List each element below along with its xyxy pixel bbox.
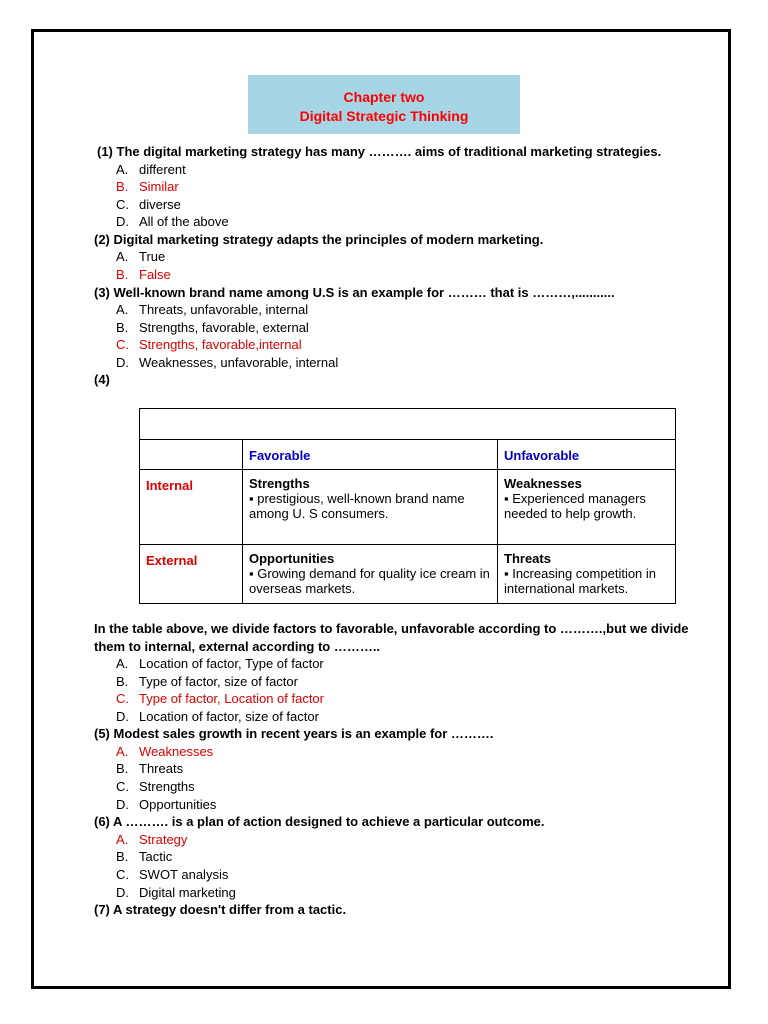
option-text: Strategy [139, 831, 188, 847]
questions-top [94, 143, 694, 389]
table-row [140, 409, 676, 440]
option-text: Weaknesses [139, 743, 214, 759]
answer-option [94, 161, 694, 179]
option-text: different [139, 161, 186, 177]
option-text: SWOT analysis [139, 866, 229, 882]
option-text: Weaknesses, unfavorable, internal [139, 354, 339, 370]
chapter-subtitle: Digital Strategic Thinking [299, 108, 469, 124]
option-letter: D. [116, 708, 129, 724]
answer-option [94, 301, 694, 319]
option-text: Tactic [139, 849, 173, 865]
option-letter: C. [116, 196, 129, 212]
option-letter: B. [116, 673, 129, 689]
option-text: False [139, 266, 171, 282]
answer-option [94, 708, 704, 726]
chapter-title-box [248, 75, 520, 134]
option-letter: A. [116, 656, 129, 671]
option-letter: D. [116, 214, 129, 230]
option-letter: A. [116, 249, 129, 265]
cell-threats [498, 545, 676, 604]
strengths-title: Strengths [249, 476, 310, 491]
option-text: Strengths [139, 779, 195, 795]
question-7: (7) A strategy doesn't differ from a tactic. [94, 902, 347, 918]
answer-option [94, 848, 704, 866]
row-internal: Internal [140, 470, 243, 545]
option-text: True [139, 249, 166, 265]
table-header-empty [140, 409, 676, 440]
option-letter: C. [116, 779, 129, 795]
col-favorable: Favorable [243, 440, 498, 470]
option-text: Digital marketing [139, 884, 236, 900]
cell-weaknesses [498, 470, 676, 545]
option-letter: C. [116, 866, 129, 882]
question-1: (1) The digital marketing strategy has many ………. aims of traditional marketing strategies. [97, 144, 662, 159]
option-text: Opportunities [139, 796, 217, 812]
answer-option [94, 690, 704, 708]
option-letter: B. [116, 319, 129, 335]
answer-option [94, 796, 704, 814]
cell-strengths [243, 470, 498, 545]
option-text: Type of factor, size of factor [139, 673, 298, 689]
options-q5 [94, 743, 704, 813]
option-text: Strengths, favorable,internal [139, 337, 302, 353]
answer-option [94, 743, 704, 761]
swot-table [139, 408, 676, 604]
option-letter: C. [116, 337, 129, 353]
option-letter: C. [116, 691, 129, 707]
answer-option [94, 319, 694, 337]
threats-title: Threats [504, 551, 551, 566]
option-letter: A. [116, 743, 129, 759]
answer-option [94, 778, 704, 796]
question-3: (3) Well-known brand name among U.S is an example for ……… that is ………,........... [94, 284, 615, 300]
opportunities-text: ▪ Growing demand for quality ice cream in overseas markets. [249, 566, 490, 596]
answer-option [94, 266, 694, 284]
answer-option [94, 760, 704, 778]
option-text: Threats, unfavorable, internal [139, 302, 309, 318]
option-text: All of the above [139, 214, 229, 230]
option-text: Location of factor, Type of factor [139, 656, 324, 671]
table-row [140, 440, 676, 470]
option-letter: D. [116, 884, 129, 900]
answer-option [94, 354, 694, 372]
option-letter: A. [116, 831, 129, 847]
option-text: Strengths, favorable, external [139, 319, 309, 335]
question-6: (6) A ………. is a plan of action designed to achieve a particular outcome. [94, 814, 545, 830]
option-text: Location of factor, size of factor [139, 708, 319, 724]
answer-option [94, 213, 694, 231]
option-text: Type of factor, Location of factor [139, 691, 324, 707]
option-letter: B. [116, 849, 129, 865]
opportunities-title: Opportunities [249, 551, 335, 566]
option-letter: D. [116, 796, 129, 812]
col-unfavorable: Unfavorable [498, 440, 676, 470]
table-corner-cell [140, 440, 243, 470]
option-letter: D. [116, 354, 129, 370]
answer-option [94, 248, 694, 266]
options-q1 [94, 161, 694, 231]
question-5: (5) Modest sales growth in recent years is an example for ………. [94, 726, 494, 742]
options-q2 [94, 248, 694, 283]
option-letter: B. [116, 179, 129, 195]
answer-option [94, 866, 704, 884]
table-row [140, 470, 676, 545]
row-external: External [140, 545, 243, 604]
cell-opportunities [243, 545, 498, 604]
weaknesses-text: ▪ Experienced managers needed to help growth. [504, 491, 646, 521]
answer-option [94, 178, 694, 196]
threats-text: ▪ Increasing competition in international markets. [504, 566, 657, 596]
strengths-text: ▪ prestigious, well-known brand name among U. S consumers. [249, 491, 465, 521]
option-text: diverse [139, 196, 181, 212]
question-4-label: (4) [94, 372, 110, 388]
answer-option [94, 831, 704, 849]
option-letter: B. [116, 761, 129, 777]
table-row [140, 545, 676, 604]
option-letter: A. [116, 161, 129, 177]
option-text: Threats [139, 761, 184, 777]
option-letter: A. [116, 302, 129, 318]
questions-bottom [94, 620, 704, 919]
options-q3 [94, 301, 694, 371]
answer-option [94, 196, 694, 214]
answer-option [94, 673, 704, 691]
weaknesses-title: Weaknesses [504, 476, 582, 491]
chapter-title: Chapter two [343, 89, 425, 105]
option-letter: B. [116, 266, 129, 282]
option-text: Similar [139, 179, 179, 195]
answer-option [94, 655, 704, 673]
options-q4 [94, 655, 704, 725]
question-4: In the table above, we divide factors to favorable, unfavorable according to ……….,but we divide them to internal, external according to ……….. [94, 621, 689, 654]
answer-option [94, 884, 704, 902]
answer-option [94, 336, 694, 354]
options-q6 [94, 831, 704, 901]
question-2: (2) Digital marketing strategy adapts the principles of modern marketing. [94, 231, 544, 247]
